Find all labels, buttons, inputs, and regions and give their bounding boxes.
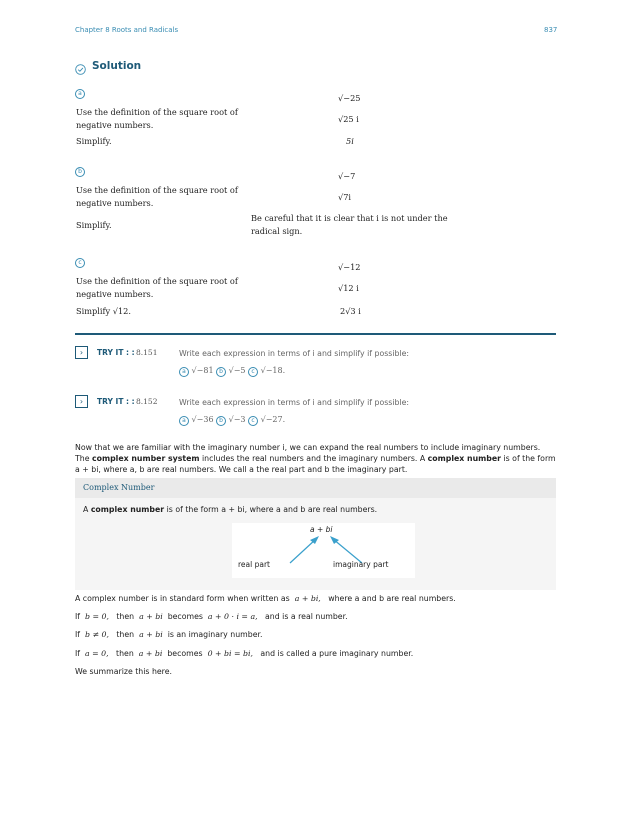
intro-line-1: Now that we are familiar with the imaginary number i, we can expand the real numbers to include imaginary numbers. [75,443,541,452]
statement-b-zero: If b = 0, then a + bi becomes a + 0 · i = a, and is a real number. [75,612,348,621]
try-it-items [179,415,285,426]
try-it-number: 8.152 [136,397,158,406]
part-a-start: √−25 [338,93,361,103]
statement-b-nonzero: If b ≠ 0, then a + bi is an imaginary number. [75,630,263,639]
item-label: c [248,416,258,426]
try-it-label: TRY IT : : [97,348,135,357]
item-label: c [248,367,258,377]
part-b-step2-note: Be careful that it is clear that i is not under the radical sign. [251,213,448,236]
part-c-step2-text: Simplify √12. [76,306,131,316]
part-c-step1-text: Use the definition of the square root of negative numbers. [76,276,238,299]
item-expr: √−18. [260,366,286,375]
complex-number-box [75,478,556,590]
part-c-start: √−12 [338,262,361,272]
part-b-start: √−7 [338,171,356,181]
item-expr: √−81 [191,366,214,375]
box-definition: A complex number is of the form a + bi, where a and b are real numbers. [83,505,378,514]
part-label: b [75,167,85,177]
item-label: b [216,367,226,377]
complex-number-diagram [232,523,415,578]
statement-standard-form: A complex number is in standard form when written as a + bi, where a and b are real numbers. [75,594,456,603]
summary-line: We summarize this here. [75,667,172,676]
diagram-expression: a + bi [310,525,333,534]
part-a-step1-math: √25 i [338,114,359,124]
item-expr: √−36 [191,415,214,424]
item-expr: √−3 [228,415,246,424]
diagram-imaginary-part: imaginary part [333,560,389,569]
try-it-items [179,366,285,377]
chapter-title: Chapter 8 Roots and Radicals [75,26,179,34]
item-label: a [179,367,189,377]
item-label: b [216,416,226,426]
part-a-step2-math: 5i [346,136,354,146]
part-c-step1-math: √12 i [338,283,359,293]
statement-a-zero: If a = 0, then a + bi becomes 0 + bi = bi, and is called a pure imaginary number. [75,649,414,658]
item-expr: √−27. [260,415,286,424]
intro-paragraph [75,442,559,475]
solution-divider [75,333,556,335]
box-title: Complex Number [83,483,155,492]
diagram-real-part: real part [238,560,270,569]
part-label: a [75,89,85,99]
intro-line-3: a + bi, where a, b are real numbers. We call a the real part and b the imaginary part. [75,465,408,474]
try-it-number: 8.151 [136,348,158,357]
part-a-step2-text: Simplify. [76,136,112,146]
part-c-step2-math: 2√3 i [340,306,361,316]
try-it-chevron-right-icon[interactable]: › [75,346,88,359]
solution-title: Solution [92,60,142,72]
try-it-question: Write each expression in terms of i and simplify if possible: [179,349,410,358]
page-number: 837 [544,26,558,34]
try-it-label: TRY IT : : [97,397,135,406]
solution-check-icon [75,60,86,79]
part-a-step1-text: Use the definition of the square root of negative numbers. [76,107,238,130]
try-it-question: Write each expression in terms of i and simplify if possible: [179,398,410,407]
part-label: c [75,258,85,268]
part-b-step1-text: Use the definition of the square root of negative numbers. [76,185,238,208]
item-expr: √−5 [228,366,246,375]
try-it-chevron-right-icon[interactable]: › [75,395,88,408]
diagram-arrows [232,523,415,578]
intro-line-2: The complex number system includes the real numbers and the imaginary numbers. A complex number is of the form [75,454,556,463]
part-b-step1-math: √7i [338,192,352,202]
part-b-step2-text: Simplify. [76,220,112,230]
item-label: a [179,416,189,426]
